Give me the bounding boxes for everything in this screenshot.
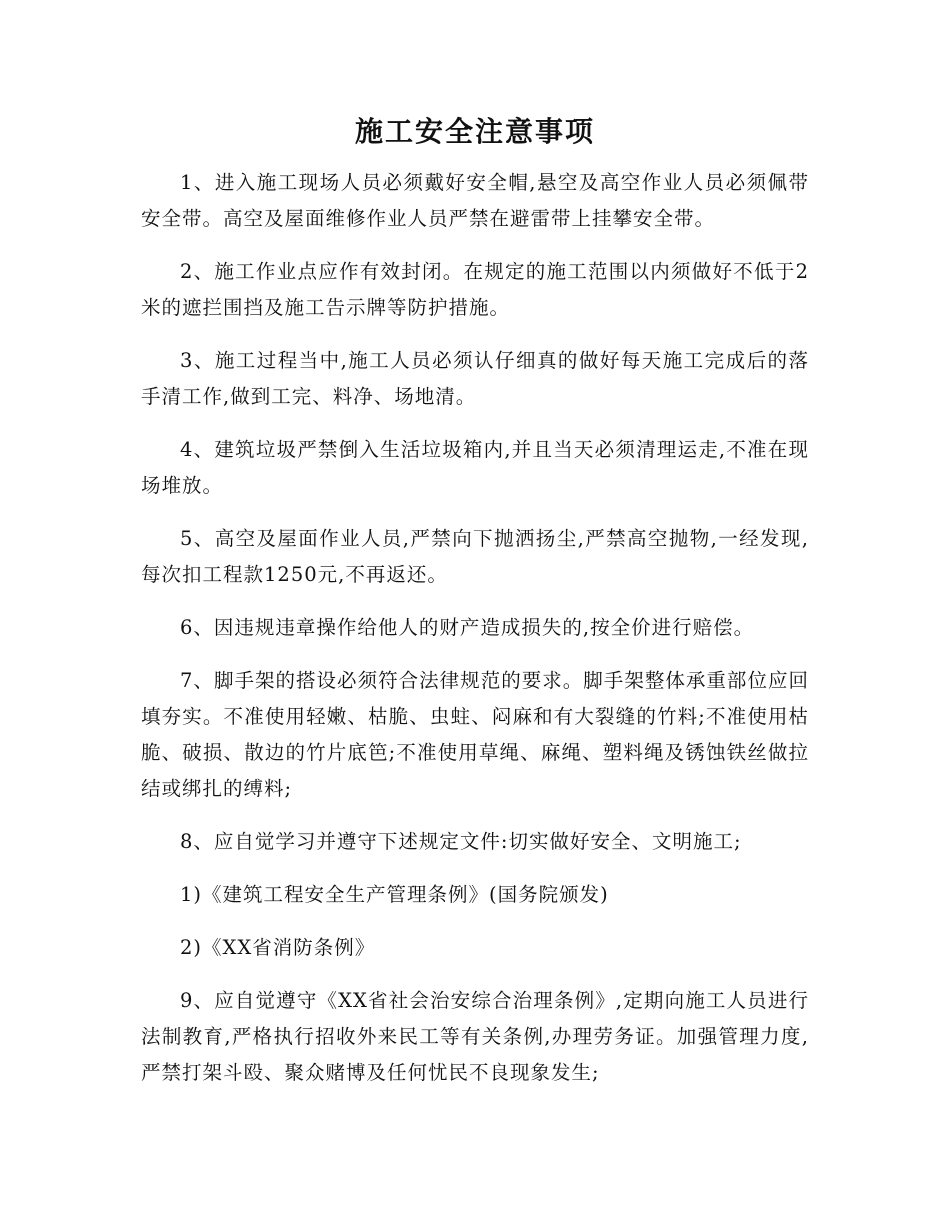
- paragraph-6: 6、因违规违章操作给他人的财产造成损失的,按全价进行赔偿。: [180, 616, 755, 639]
- paragraph-1: 1、进入施工现场人员必须戴好安全帽,悬空及高空作业人员必须佩带安全带。高空及屋面维修作业人员严禁在避雷带上挂攀安全带。: [141, 171, 809, 230]
- sub-item-1: 1)《建筑工程安全生产管理条例》(国务院颁发): [180, 883, 609, 906]
- document-title: 施工安全注意事项: [354, 115, 595, 148]
- sub-item-2: 2)《XX省消防条例》: [180, 936, 376, 959]
- paragraph-8: 8、应自觉学习并遵守下述规定文件:切实做好安全、文明施工;: [180, 830, 742, 853]
- paragraph-5: 5、高空及屋面作业人员,严禁向下抛洒扬尘,严禁高空抛物,一经发现,每次扣工程款1250元,不再返还。: [141, 527, 809, 586]
- paragraph-3: 3、施工过程当中,施工人员必须认仔细真的做好每天施工完成后的落手清工作,做到工完、料净、场地清。: [141, 349, 809, 408]
- document-body: [141, 165, 809, 1108]
- paragraph-9: 9、应自觉遵守《XX省社会治安综合治理条例》,定期向施工人员进行法制教育,严格执行招收外来民工等有关条例,办理劳务证。加强管理力度,严禁打架斗殴、聚众赌博及任何忧民不良现象发生;: [141, 989, 809, 1084]
- paragraph-4: 4、建筑垃圾严禁倒入生活垃圾箱内,并且当天必须清理运走,不准在现场堆放。: [141, 438, 809, 497]
- paragraph-7: 7、脚手架的搭设必须符合法律规范的要求。脚手架整体承重部位应回填夯实。不准使用轻嫩、枯脆、虫蛀、闷麻和有大裂缝的竹料;不准使用枯脆、破损、散边的竹片底笆;不准使用草绳、麻绳、塑料绳及锈蚀铁丝做拉结或绑扎的缚料;: [141, 669, 809, 800]
- paragraph-2: 2、施工作业点应作有效封闭。在规定的施工范围以内须做好不低于2米的遮拦围挡及施工告示牌等防护措施。: [141, 260, 809, 319]
